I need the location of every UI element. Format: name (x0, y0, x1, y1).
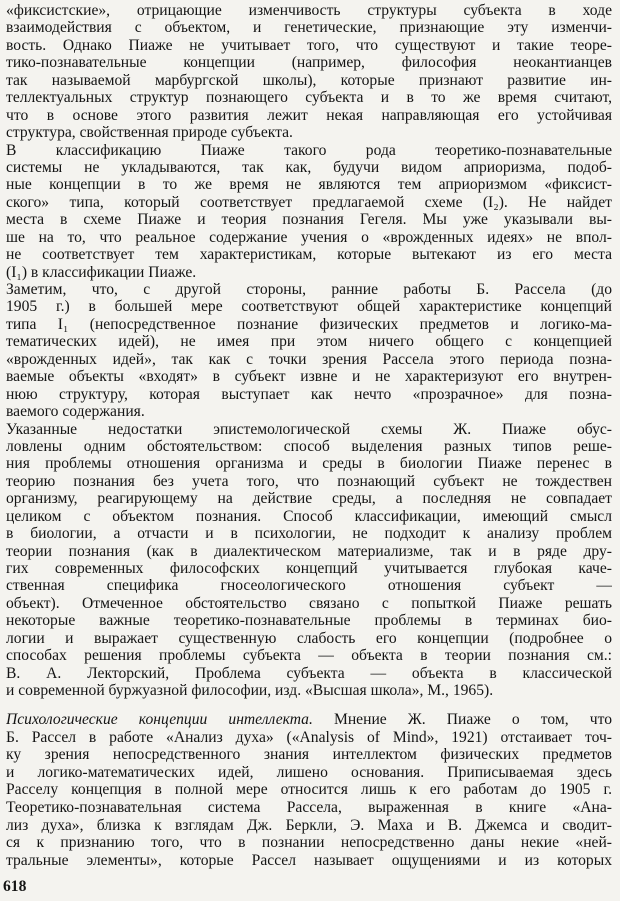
text-line: Расселу концепция в полной мере относится лишь к его работам до 1905 г. (6, 781, 612, 799)
text-line: места в схеме Пиаже и теория познания Гегеля. Мы уже указывали вы- (6, 211, 612, 229)
text-line: взаимодействия с объектом, и генетические, признающие эту изменчи- (6, 19, 612, 37)
text-line: 1905 г.) в большей мере соответствуют общей характеристике концепций (6, 298, 612, 316)
text-line: «фиксистские», отрицающие изменчивость структуры субъекта в ходе (6, 2, 612, 19)
text-line: «врожденных идей», так как с точки зрения Рассела этого периода позна- (6, 350, 612, 368)
text-line: нюю структуру, которая выступает как нечто «прозрачное» для позна- (6, 385, 612, 403)
text-line: ского» типа, который соответствует предлагаемой схеме (I₂). Не найдет (6, 193, 612, 211)
text-line: ные концепции в то же время не являются тем априоризмом «фиксист- (6, 176, 612, 194)
text-line: тико-познавательные концепции (например, философия неокантианцев (6, 54, 612, 72)
text-line: Заметим, что, с другой стороны, ранние работы Б. Рассела (до (6, 281, 612, 298)
page-number: 618 (3, 878, 27, 895)
text-line: структура, свойственная природе субъекта. (6, 124, 293, 142)
text-line: тематических идей), не имея при этом ничего общего с концепцией (6, 333, 612, 351)
text-line: лиз духа», близка к взглядам Дж. Беркли, Э. Маха и В. Джемса и сводит- (6, 816, 612, 834)
text-line: Теоретико-познавательная система Рассела, выраженная в книге «Ана- (6, 798, 612, 816)
text-line: Указанные недостатки эпистемологической схемы Ж. Пиаже обус- (6, 420, 612, 438)
note-first-line (6, 711, 612, 729)
text-line: и логико-математических идей, лишено основания. Приписываемая здесь (6, 763, 612, 781)
text-line: ственная специфика гносеологического отношения субъект — (6, 577, 612, 595)
text-line: ку зрения непосредственного знания интеллектом физических предметов (6, 746, 612, 764)
text-line: гих современных философских концепций учитывается глубокая каче- (6, 560, 612, 577)
text-line: в биологии, а отчасти и в психологии, не подходит к анализу проблем (6, 525, 612, 543)
text-line: и современной буржуазной философии, изд. «Высшая школа», М., 1965). (6, 682, 494, 700)
text-line: теории познания (как в диалектическом материализме, так и в ряде дру- (6, 542, 612, 560)
text-line: тральные элементы», которые Рассел называет ощущениями и из которых (6, 851, 612, 869)
text-line: ваемого содержания. (6, 403, 145, 421)
text-line: так называемой марбургской школы), которые признают развитие ин- (6, 71, 612, 89)
text-line: ловлены одним обстоятельством: способ выделения разных типов реше- (6, 437, 612, 455)
text-line: что в основе этого развития лежит некая направляющая его устойчивая (6, 106, 612, 124)
text-line: ния проблемы отношения организма и среды в биологии Пиаже перенес в (6, 455, 612, 473)
text-line: В. А. Лекторский, Проблема субъекта — объекта в классической (6, 664, 612, 682)
text-line: организму, реагирующему на действие среды, а последняя не совпадает (6, 490, 612, 508)
text-line: ше на то, что реальное содержание учения о «врожденных идеях» не впол- (6, 228, 612, 246)
text-line: В классификацию Пиаже такого рода теоретико-познавательные (6, 141, 612, 159)
text-line: ваемые объекты «входят» в субъект извне и не характеризуют его внутрен- (6, 368, 612, 386)
text-line: не соответствует тем характеристикам, которые вытекают из его места (6, 246, 612, 264)
commentary-note (6, 711, 612, 869)
text-line: теорию познания без учета того, что познающий субъект не тождествен (6, 472, 612, 490)
text-line: некоторые важные теоретико-познавательные проблемы в терминах био- (6, 612, 612, 630)
text-line: способах решения проблемы субъекта — объекта в теории познания см.: (6, 647, 612, 665)
note-first-line-text: Мнение Ж. Пиаже о том, что (312, 711, 612, 728)
main-text (6, 2, 612, 700)
note-heading: Психологические концепции интеллекта. (6, 711, 313, 728)
text-line: объект). Отмеченное обстоятельство связано с попыткой Пиаже решать (6, 594, 612, 612)
text-line: вость. Однако Пиаже не учитывает того, что существуют и такие теоре- (6, 36, 612, 54)
text-line: теллектуальных структур познающего субъекта и в то же время считают, (6, 89, 612, 107)
text-line: системы не укладываются, так как, будучи видом априоризма, подоб- (6, 158, 612, 176)
text-line: ся к признанию того, что в познании непосредственно даны некие «ней- (6, 834, 612, 852)
text-line: целиком с объектом познания. Способ классификации, имеющий смысл (6, 507, 612, 525)
text-line: типа I₁ (непосредственное познание физических предметов и логико-ма- (6, 315, 612, 333)
text-line: Б. Рассел в работе «Анализ духа» («Analysis of Mind», 1921) отстаивает точ- (6, 728, 612, 746)
text-line: логии и выражает существенную слабость его концепции (подробнее о (6, 629, 612, 647)
text-line: (I₁) в классификации Пиаже. (6, 263, 197, 281)
